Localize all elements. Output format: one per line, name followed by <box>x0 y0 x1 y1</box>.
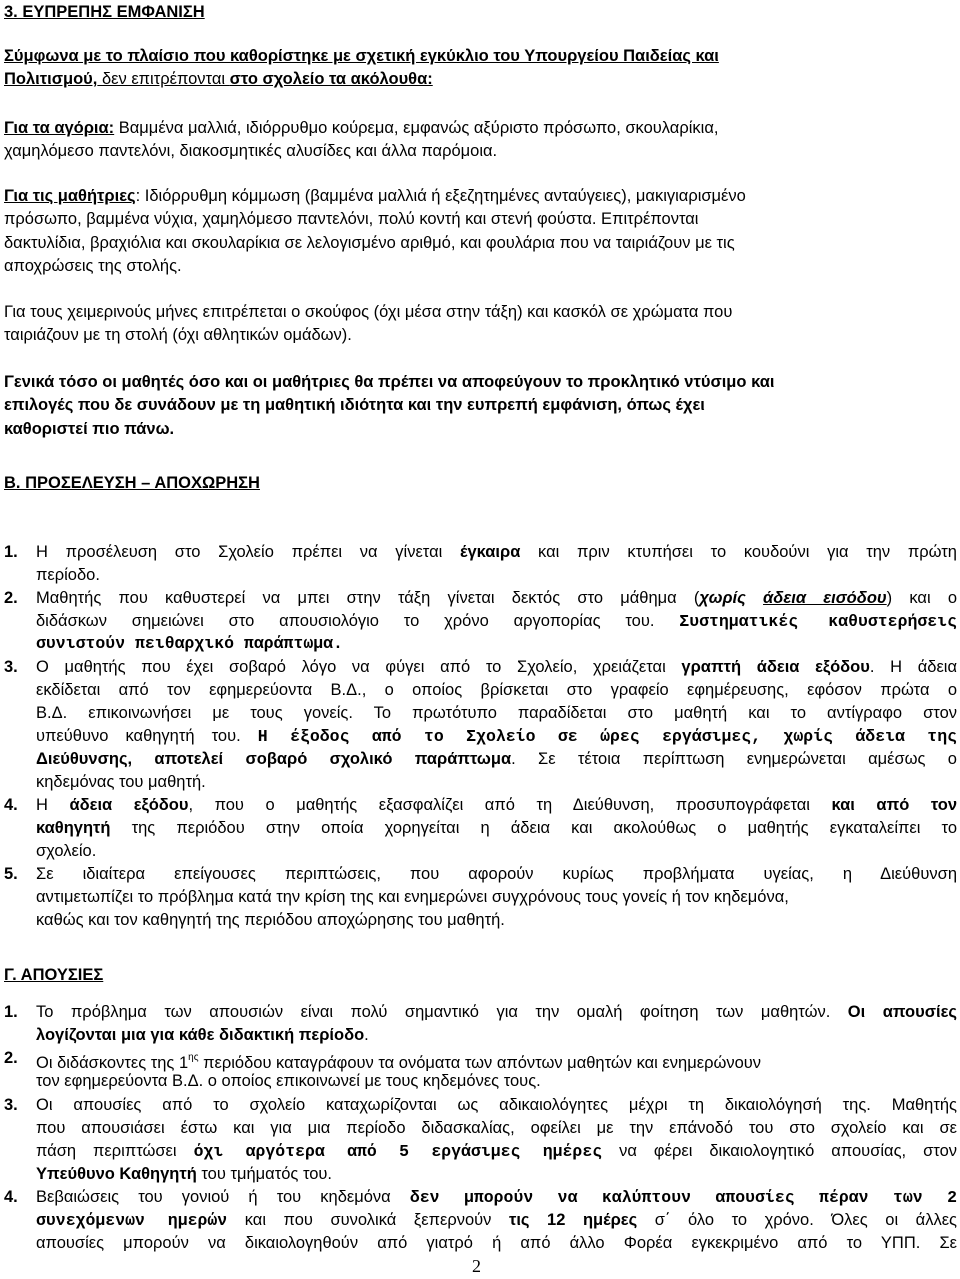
boys-label: Για τα αγόρια: <box>4 119 115 137</box>
b-item-1-line-2: περίοδο. <box>36 566 100 584</box>
c-item-1-number: 1. <box>4 1003 18 1021</box>
c-item-3-line-1: Οι απουσίες από το σχολείο καταχωρίζονται ως αδικαιολόγητες μέχρι τη δικαιολόγησή της. Μαθητής <box>36 1096 957 1114</box>
b-item-4-number: 4. <box>4 796 18 814</box>
b-item-2-line-3: συνιστούν πειθαρχικό παράπτωμα. <box>36 634 343 653</box>
s3-winter-line-2: ταιριάζουν με τη στολή (όχι αθλητικών ομάδων). <box>4 326 352 344</box>
c-item-4-line-1: Βεβαιώσεις του γονιού ή του κηδεμόνα δεν μπορούν να καλύπτουν απουσίες πέραν των 2 <box>36 1188 958 1207</box>
b-item-3-line-2: εκδίδεται από τον εφημερεύοντα Β.Δ., ο οποίος βρίσκεται στο γραφείο εφημέρευσης, εφόσον πρώτα ο <box>36 681 957 699</box>
s3-general-line-2: επιλογές που δε συνάδουν με τη μαθητική ιδιότητα και την ευπρεπή εμφάνιση, όπως έχει <box>4 396 705 414</box>
c-item-2-number: 2. <box>4 1049 18 1067</box>
c-item-2-line-2: τον εφημερεύοντα Β.Δ. ο οποίος επικοινωνεί με τους κηδεμόνες τους. <box>36 1072 541 1090</box>
s3-intro-line-1: Σύμφωνα με το πλαίσιο που καθορίστηκε με σχετική εγκύκλιο του Υπουργείου Παιδείας και <box>4 47 719 65</box>
c-item-4-number: 4. <box>4 1188 18 1206</box>
b-item-3-line-1: Ο μαθητής που έχει σοβαρό λόγο να φύγει από το Σχολείο, χρειάζεται γραπτή άδεια εξόδου. Η άδεια <box>36 658 958 676</box>
b-item-4-line-2: καθηγητή της περιόδου στην οποία χορηγείται η άδεια και ακολούθως ο μαθητής εγκαταλείπει το <box>36 819 957 837</box>
c-item-2-line-1: Οι διδάσκοντες της $1^{\eta\varsigma}$ περιόδου καταγράφουν τα ονόματα των απόντων μαθητών και ενημερώνουν <box>36 1052 762 1072</box>
b-item-3-line-3: Β.Δ. επικοινωνήσει με τους γονείς. Το πρωτότυπο παραδίδεται στο μαθητή και το αντίγραφο στον <box>36 704 957 722</box>
s3-girls-line-3: δακτυλίδια, βραχιόλια και σκουλαρίκια σε λελογισμένο αριθμό, και φουλάρια που να ταιριάζουν με τις <box>4 234 735 252</box>
b-item-3-line-4: υπεύθυνο καθηγητή του. Η έξοδος από το Σχολείο σε ώρες εργάσιμες, χωρίς άδεια της <box>36 727 958 746</box>
c-item-3-number: 3. <box>4 1096 18 1114</box>
c-item-4-line-2: συνεχόμενων ημερών και που συνολικά ξεπερνούν τις 12 ημέρες σ΄ όλο το χρόνο. Όλες οι άλλες <box>36 1211 958 1230</box>
c-item-3-line-2: που απουσιάσει έστω και για μια περίοδο διδασκαλίας, οφείλει με την επάνοδό του στο σχολείο και σε <box>36 1119 957 1137</box>
b-item-4-line-3: σχολείο. <box>36 842 97 860</box>
s3-girls-line-4: αποχρώσεις της στολής. <box>4 257 182 275</box>
c-item-1-line-1: Το πρόβλημα των απουσιών είναι πολύ σημαντικό για την ομαλή φοίτηση των μαθητών. Οι απουσίες <box>36 1003 957 1021</box>
b-item-2-number: 2. <box>4 589 18 607</box>
c-item-3-line-4: Υπεύθυνο Καθηγητή του τμήματός του. <box>36 1165 333 1183</box>
girls-label: Για τις μαθήτριες <box>4 187 136 205</box>
s3-girls-line-2: πρόσωπο, βαμμένα νύχια, χαμηλόμεσο παντελόνι, πολύ κοντή και στενή φούστα. Επιτρέπονται <box>4 210 699 228</box>
s3-girls-line-1: Για τις μαθήτριες: Ιδιόρρυθμη κόμμωση (βαμμένα μαλλιά ή εξεζητημένες ανταύγειες), μακιγιαρισμένο <box>4 187 746 205</box>
b-item-3-number: 3. <box>4 658 18 676</box>
s3-general-line-3: καθοριστεί πιο πάνω. <box>4 420 175 438</box>
c-item-3-line-3: πάση περιπτώσει όχι αργότερα από 5 εργάσιμες ημέρες να φέρει δικαιολογητικό απουσίας, στον <box>36 1142 958 1161</box>
b-item-5-line-1: Σε ιδιαίτερα επείγουσες περιπτώσεις, που αφορούν κυρίως προβλήματα υγείας, η Διεύθυνση <box>36 865 957 883</box>
b-item-4-line-1: Η άδεια εξόδου, που ο μαθητής εξασφαλίζει από τη Διεύθυνση, προσυπογράφεται και από τον <box>36 796 957 814</box>
b-item-5-line-2: αντιμετωπίζει το πρόβλημα κατά την κρίση της και ενημερώνει συγχρόνους τους γονείς ή τον κηδεμόνα, <box>36 888 789 906</box>
s3-general-line-1: Γενικά τόσο οι μαθητές όσο και οι μαθήτριες θα πρέπει να αποφεύγουν το προκλητικό ντύσιμο και <box>4 373 775 391</box>
s3-boys-line-2: χαμηλόμεσο παντελόνι, διακοσμητικές αλυσίδες και άλλα παρόμοια. <box>4 142 498 160</box>
b-item-5-line-3: καθώς και τον καθηγητή της περιόδου αποχώρησης του μαθητή. <box>36 911 505 929</box>
b-item-3-line-6: κηδεμόνας του μαθητή. <box>36 773 206 791</box>
page-number: 2 <box>472 1256 481 1276</box>
b-item-2-line-1: Μαθητής που καθυστερεί να μπει στην τάξη γίνεται δεκτός στο μάθημα (χωρίς άδεια εισόδου) και ο <box>36 589 958 607</box>
s3-winter-line-1: Για τους χειμερινούς μήνες επιτρέπεται ο σκούφος (όχι μέσα στην τάξη) και κασκόλ σε χρώματα που <box>4 303 733 321</box>
c-item-1-line-2: λογίζονται μια για κάθε διδακτική περίοδο. <box>36 1026 369 1044</box>
s3-intro-line-2: Πολιτισμού, δεν επιτρέπονται στο σχολείο τα ακόλουθα: <box>4 70 433 88</box>
b-item-2-line-2: διδάσκων σημειώνει στο απουσιολόγιο το χρόνο αργοπορίας του. Συστηματικές καθυστερήσεις <box>36 612 957 631</box>
c-item-4-line-3: απουσίες μπορούν να δικαιολογηθούν από γιατρό ή από άλλο Φορέα εγκεκριμένο από το ΥΠΠ. Σε <box>36 1234 957 1252</box>
b-item-1-line-1: Η προσέλευση στο Σχολείο πρέπει να γίνεται έγκαιρα και πριν κτυπήσει το κουδούνι για την πρώτη <box>36 543 957 561</box>
b-item-5-number: 5. <box>4 865 18 883</box>
b-item-1-number: 1. <box>4 543 18 561</box>
section-c-title: Γ. ΑΠΟΥΣΙΕΣ <box>4 966 104 984</box>
s3-boys-line-1: Για τα αγόρια: Βαμμένα μαλλιά, ιδιόρρυθμο κούρεμα, εμφανώς αξύριστο πρόσωπο, σκουλαρίκια, <box>4 119 719 137</box>
b-item-3-line-5: Διεύθυνσης, αποτελεί σοβαρό σχολικό παράπτωμα. Σε τέτοια περίπτωση ενημερώνεται αμέσως ο <box>36 750 957 768</box>
section-b-title: Β. ΠΡΟΣΕΛΕΥΣΗ – ΑΠΟΧΩΡΗΣΗ <box>4 474 260 492</box>
section-3-title: 3. ΕΥΠΡΕΠΗΣ ΕΜΦΑΝΙΣΗ <box>4 3 205 21</box>
